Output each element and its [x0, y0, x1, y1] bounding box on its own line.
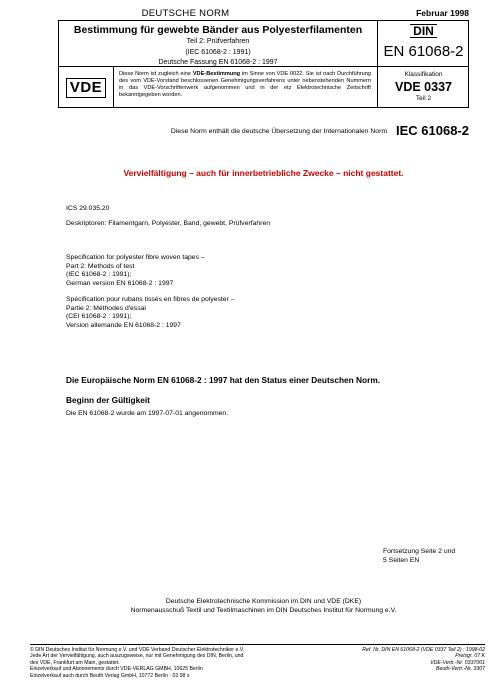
french-title-block	[66, 296, 235, 330]
din-logo-icon: DIN	[410, 24, 437, 38]
document-title: Bestimmung für gewebte Bänder aus Polyesterfilamenten	[73, 24, 363, 36]
committee-line: Normenausschuß Textil und Textilmaschinen im DIN Deutsches Institut für Normung e.V.	[130, 606, 397, 614]
french-line: Spécification pour rubans tissés en fibres de polyester –	[66, 296, 235, 303]
descriptors: Deskriptoren: Filamentgarn, Polyester, Band, gewebt, Prüfverfahren	[66, 220, 271, 227]
continuation-line: Fortsetzung Seite 2 und	[383, 548, 456, 555]
footer-right-line: Beuth-Vertr.-Nr. 3307	[435, 666, 485, 673]
title-iec-ref: (IEC 61068-2 : 1991)	[185, 48, 251, 56]
validity-text: Die EN 61068-2 wurde am 1997-07-01 angenommen.	[66, 410, 229, 417]
title-german-version: Deutsche Fassung EN 61068-2 : 1997	[158, 59, 278, 66]
english-line: German version EN 61068-2 : 1997	[66, 279, 174, 287]
footer-right-line: Preisgr. 07 K	[455, 653, 485, 660]
validity-heading: Beginn der Gültigkeit	[66, 395, 150, 405]
vde-logo-icon: VDE	[66, 78, 106, 98]
footer-left-line: Jede Art der Vervielfältigung, auch auszugsweise, nur mit Genehmigung des DIN, Berlin, und	[30, 653, 244, 660]
footer-right-line: Ref. Nr. DIN EN 61068-2 (VDE 0337 Teil 2) : 1998-02	[362, 647, 485, 653]
title-cell	[59, 21, 377, 67]
footer-rule	[30, 644, 485, 645]
english-line: Part 2: Methods of test	[66, 262, 135, 270]
english-line: (IEC 61068-2 : 1991);	[66, 271, 132, 279]
classification-number: VDE 0337	[395, 80, 452, 94]
notice-post: im Sinne von VDE 0022. Sie ist nach Durchführung des vom VDE-Vorstand beschlossenen Genehmigungsverfahrens unter nebenstehenden Nummern in das VDE-Vorschriftenwerk aufgenommen und in der etz Elektrotechnische Zeitschrift bekanntgegeben worden.	[119, 71, 371, 98]
notice-pre: Diese Norm ist zugleich eine	[119, 71, 193, 77]
french-line: Version allemande EN 61068-2 : 1997	[66, 321, 181, 329]
classification-part: Teil 2	[415, 95, 432, 102]
vde-logo-cell	[59, 68, 113, 108]
iec-number: IEC 61068-2	[396, 123, 469, 138]
french-line: Partie 2: Méthodes d'essai	[66, 304, 146, 312]
iec-translation-text: Diese Norm enthält die deutsche Übersetzung der Internationalen Norm	[170, 128, 387, 135]
classification-cell	[378, 68, 469, 108]
copy-warning: Vervielfältigung – auch für innerbetriebliche Zwecke – nicht gestattet.	[123, 168, 404, 178]
norm-type-label: DEUTSCHE NORM	[141, 8, 230, 19]
continuation-note	[383, 548, 455, 565]
top-bar	[58, 8, 469, 20]
footer-reference	[325, 647, 485, 673]
committee-block	[58, 598, 469, 615]
committee-line: Deutsche Elektrotechnische Kommission im DIN und VDE (DKE)	[165, 598, 362, 605]
logo-divider	[113, 67, 114, 108]
footer-copyright	[30, 647, 330, 679]
french-line: (CEI 61068-2 : 1991);	[66, 313, 132, 321]
iec-line	[58, 123, 469, 139]
footer-left-line: © DIN Deutsches Institut für Normung e.V. und VDE Verband Deutscher Elektrotechniker e.V.	[30, 647, 245, 653]
vde-notice	[119, 71, 371, 99]
footer-right-line: VDE-Vertr.-Nr. 0337001	[430, 659, 485, 666]
din-cell	[378, 21, 469, 67]
english-line: Specification for polyester fibre woven tapes –	[66, 254, 205, 261]
footer-left-line: Einzelverkauf und Abonnements durch VDE-VERLAG GMBH, 10625 Berlin	[30, 666, 203, 673]
publication-date: Februar 1998	[416, 8, 469, 18]
footer-left-line: Einzelverkauf auch durch Beuth Verlag GmbH, 10772 Berlin · 02.98 s	[30, 672, 190, 679]
din-number: EN 61068-2	[383, 43, 464, 60]
continuation-line: 5 Seiten EN	[383, 556, 420, 564]
classification-label: Klassifikation	[404, 71, 443, 78]
header-box	[58, 20, 469, 108]
english-title-block	[66, 254, 205, 288]
footer-left-line: des VDE, Frankfurt am Main, gestattet.	[30, 659, 120, 666]
status-statement: Die Europäische Norm EN 61068-2 : 1997 hat den Status einer Deutschen Norm.	[66, 375, 381, 385]
notice-bold: VDE-Bestimmung	[192, 71, 241, 77]
ics-code: ICS 29.035.20	[66, 205, 110, 212]
title-part: Teil 2: Prüfverfahren	[186, 38, 250, 45]
